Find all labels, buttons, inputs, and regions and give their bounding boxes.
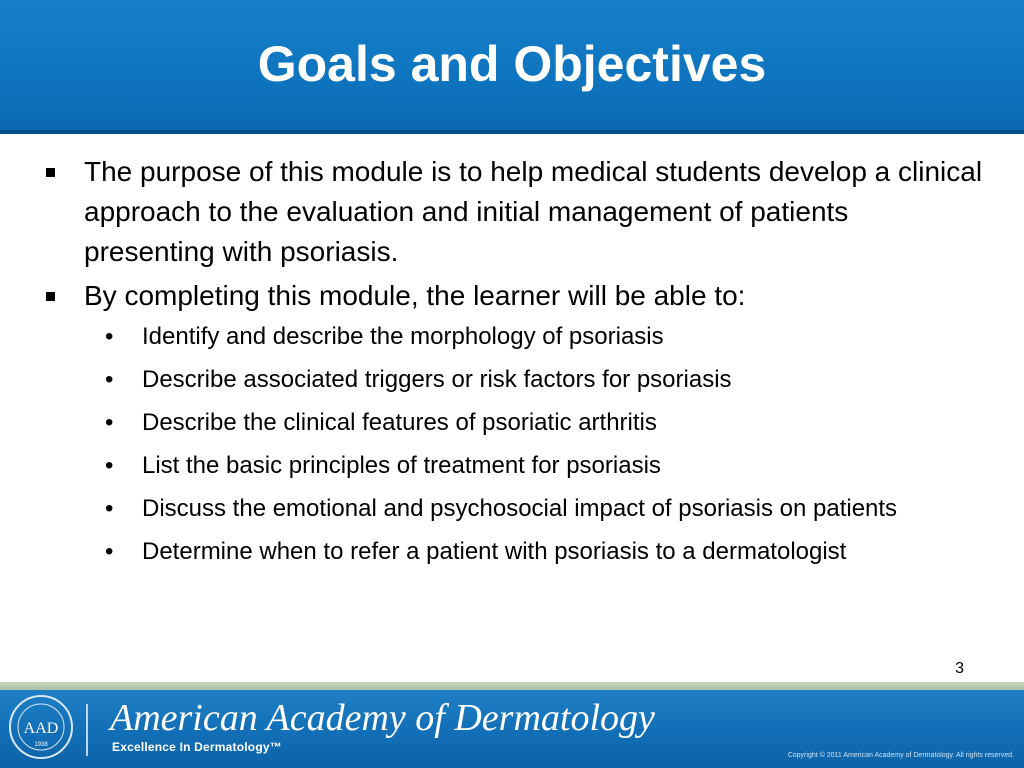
bullet-purpose <box>44 152 984 272</box>
organization-name: American Academy of Dermatology <box>110 697 655 739</box>
list-item <box>100 320 984 354</box>
bullet-text: The purpose of this module is to help medical students develop a clinical approach to the evaluation and initial management of patients presenting with psoriasis. <box>84 156 983 267</box>
round-bullet-icon: • <box>105 538 114 565</box>
list-item <box>100 535 984 569</box>
list-item <box>100 449 984 483</box>
list-item <box>100 406 984 440</box>
footer-divider <box>86 704 88 756</box>
seal-year: 1938 <box>34 742 48 748</box>
page-number: 3 <box>955 660 964 677</box>
bullet-text: By completing this module, the learner will be able to: <box>84 280 746 311</box>
bullet-learner <box>44 276 984 316</box>
seal-text: AAD <box>23 720 59 737</box>
round-bullet-icon: • <box>105 366 114 393</box>
round-bullet-icon: • <box>105 409 114 436</box>
round-bullet-icon: • <box>105 452 114 479</box>
objectives-list <box>44 320 984 569</box>
round-bullet-icon: • <box>105 495 114 522</box>
list-item-text: List the basic principles of treatment for psoriasis <box>142 452 661 479</box>
list-item-text: Identify and describe the morphology of psoriasis <box>142 323 664 350</box>
copyright-notice: Copyright © 2011 American Academy of Dermatology. All rights reserved. <box>787 752 1014 759</box>
list-item <box>100 363 984 397</box>
slide-content <box>44 152 984 578</box>
round-bullet-icon: • <box>105 323 114 350</box>
slide-footer <box>0 690 1024 768</box>
list-item-text: Determine when to refer a patient with psoriasis to a dermatologist <box>142 538 847 565</box>
list-item-text: Describe the clinical features of psoriatic arthritis <box>142 409 657 436</box>
aad-seal-icon <box>8 694 74 760</box>
list-item-text: Describe associated triggers or risk factors for psoriasis <box>142 366 732 393</box>
footer-accent-strip <box>0 682 1024 690</box>
slide-header <box>0 0 1024 134</box>
list-item-text: Discuss the emotional and psychosocial impact of psoriasis on patients <box>142 495 898 522</box>
organization-tagline: Excellence In Dermatology™ <box>112 740 282 754</box>
slide-title: Goals and Objectives <box>257 36 767 92</box>
square-bullet-icon <box>46 292 55 301</box>
square-bullet-icon <box>46 168 55 177</box>
list-item <box>100 492 984 526</box>
